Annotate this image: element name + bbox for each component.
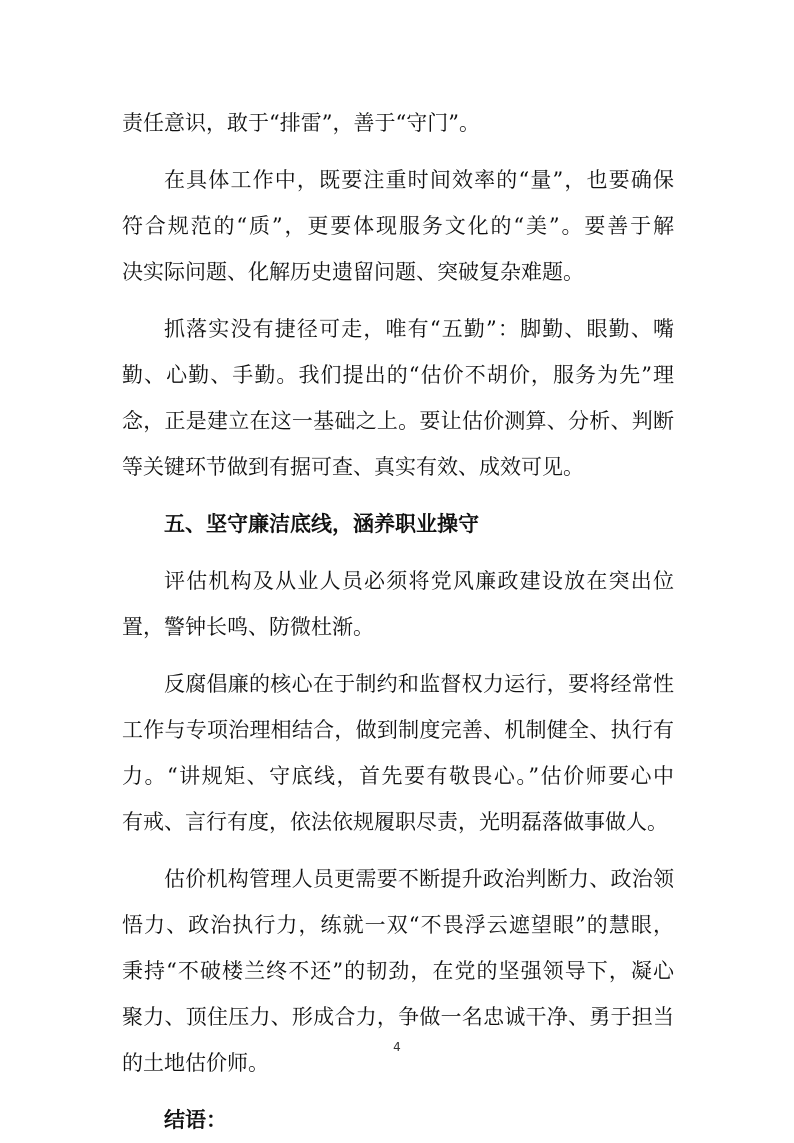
- paragraph-line: 抓落实没有捷径可走，唯有“五勤”：脚勤、眼勤、嘴: [164, 317, 674, 341]
- paragraph-line: 工作与专项治理相结合，做到制度完善、机制健全、执行有: [122, 718, 674, 742]
- section-heading: 五、坚守廉洁底线，涵养职业操守: [164, 512, 479, 536]
- paragraph-line: 悟力、政治执行力，练就一双“不畏浮云遮望眼”的慧眼，: [122, 913, 674, 937]
- paragraph-line: 有戒、言行有度，依法依规履职尽责，光明磊落做事做人。: [122, 810, 668, 834]
- paragraph-line: 等关键环节做到有据可查、真实有效、成效可见。: [122, 455, 584, 479]
- page-number: 4: [393, 1040, 401, 1054]
- paragraph-line: 反腐倡廉的核心在于制约和监督权力运行，要将经常性: [164, 672, 674, 696]
- conclusion-heading: 结语：: [164, 1108, 227, 1132]
- paragraph-line: 念，正是建立在这一基础之上。要让估价测算、分析、判断: [122, 409, 674, 433]
- body-text: [122, 100, 674, 1143]
- paragraph-line: 在具体工作中，既要注重时间效率的“量”，也要确保: [164, 168, 674, 192]
- paragraph-line: 力。“讲规矩、守底线，首先要有敬畏心。”估价师要心中: [122, 764, 674, 788]
- paragraph-line: 责任意识，敢于“排雷”，善于“守门”。: [122, 111, 480, 135]
- paragraph-line: 估价机构管理人员更需要不断提升政治判断力、政治领: [164, 867, 674, 891]
- paragraph-line: 置，警钟长鸣、防微杜渐。: [122, 615, 374, 639]
- paragraph-line: 勤、心勤、手勤。我们提出的“估价不胡价，服务为先”理: [122, 363, 674, 387]
- paragraph-line: 聚力、顶住压力、形成合力，争做一名忠诚干净、勇于担当: [122, 1005, 674, 1029]
- paragraph-line: 决实际问题、化解历史遗留问题、突破复杂难题。: [122, 260, 584, 284]
- paragraph-line: 秉持“不破楼兰终不还”的韧劲，在党的坚强领导下，凝心: [122, 959, 674, 983]
- paragraph-line: 评估机构及从业人员必须将党风廉政建设放在突出位: [164, 569, 674, 593]
- paragraph-line: 符合规范的“质”，更要体现服务文化的“美”。要善于解: [122, 214, 674, 238]
- paragraph-line: 的土地估价师。: [122, 1051, 269, 1075]
